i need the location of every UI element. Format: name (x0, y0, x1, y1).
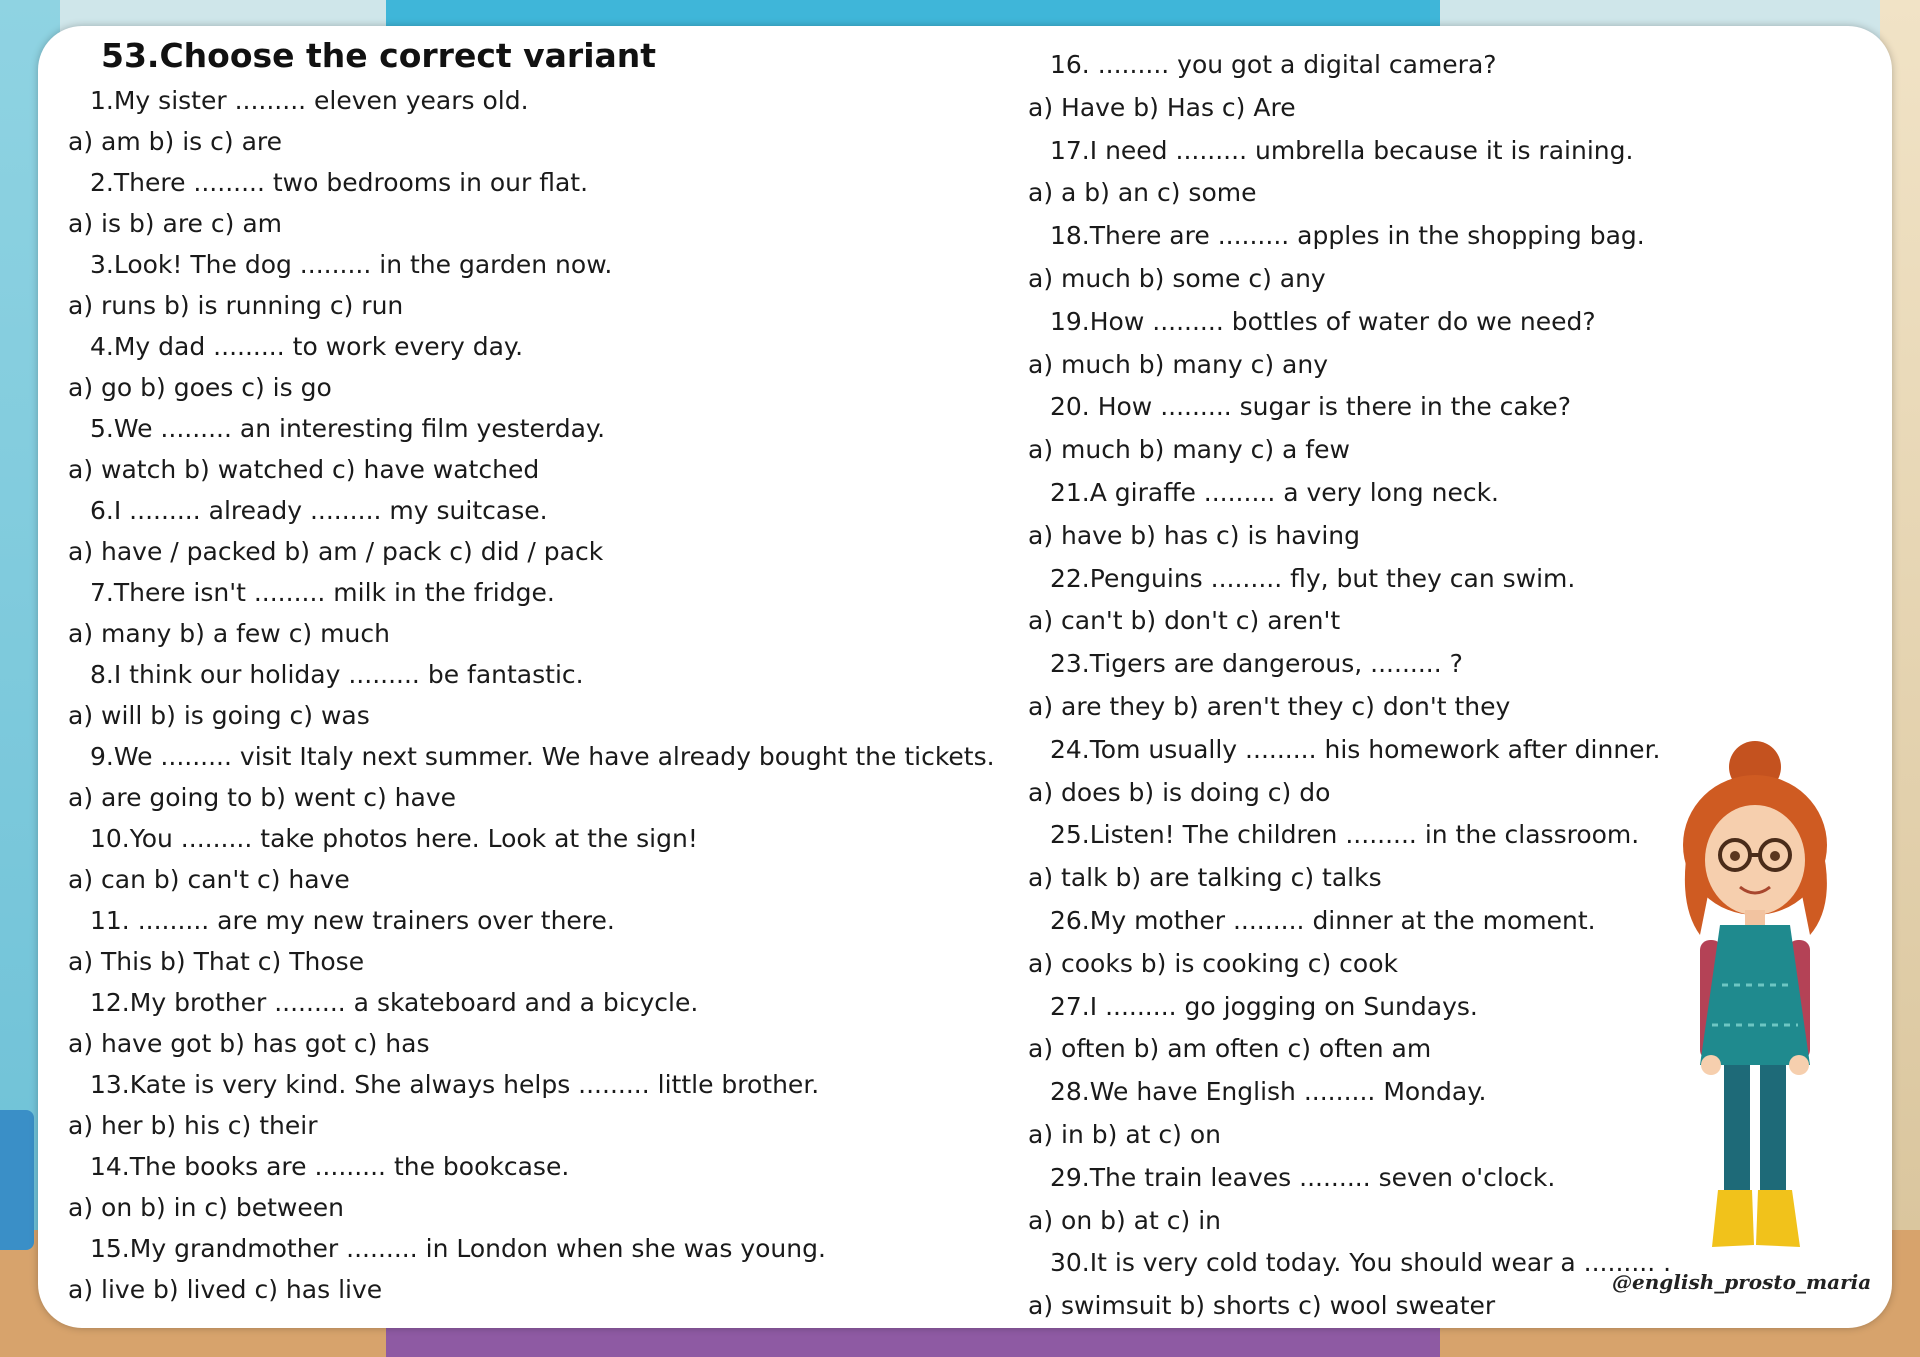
question-item (68, 654, 995, 736)
question-item (68, 408, 995, 490)
question-text: 20. How ......... sugar is there in the cake? (1050, 392, 1571, 422)
question-item (68, 900, 995, 982)
answer-options: a) have b) has c) is having (1028, 520, 1360, 550)
answer-options: a) in b) at c) on (1028, 1119, 1221, 1149)
question-item (1028, 643, 1671, 729)
answer-options: a) are they b) aren't they c) don't they (1028, 691, 1511, 721)
question-text: 30.It is very cold today. You should wear a ......... . (1050, 1248, 1672, 1278)
answer-options: a) have got b) has got c) has (68, 1029, 430, 1058)
question-item (68, 1146, 995, 1228)
answer-options: a) does b) is doing c) do (1028, 777, 1331, 807)
question-text: 9.We ......... visit Italy next summer. We have already bought the tickets. (90, 742, 995, 771)
question-text: 6.I ......... already ......... my suitcase. (90, 496, 548, 525)
question-text: 24.Tom usually ......... his homework after dinner. (1050, 734, 1661, 764)
question-text: 12.My brother ......... a skateboard and a bicycle. (90, 988, 699, 1017)
question-item (1028, 814, 1671, 900)
answer-options: a) cooks b) is cooking c) cook (1028, 948, 1398, 978)
answer-options: a) often b) am often c) often am (1028, 1034, 1432, 1064)
question-text: 10.You ......... take photos here. Look at the sign! (90, 824, 698, 853)
answer-options: a) talk b) are talking c) talks (1028, 863, 1382, 893)
watermark-credit: @english_prosto_maria (1612, 1270, 1872, 1294)
answer-options: a) her b) his c) their (68, 1111, 318, 1140)
answer-options: a) can't b) don't c) aren't (1028, 606, 1341, 636)
answer-options: a) This b) That c) Those (68, 947, 365, 976)
answer-options: a) am b) is c) are (68, 127, 283, 156)
question-text: 7.There isn't ......... milk in the fridge. (90, 578, 555, 607)
question-item (1028, 1071, 1671, 1157)
question-item (68, 162, 995, 244)
answer-options: a) much b) many c) any (1028, 349, 1328, 379)
answer-options: a) swimsuit b) shorts c) wool sweater (1028, 1291, 1496, 1321)
question-item (68, 736, 995, 818)
question-item (68, 326, 995, 408)
question-item (1028, 729, 1671, 815)
answer-options: a) Have b) Has c) Are (1028, 92, 1296, 122)
question-text: 1.My sister ......... eleven years old. (90, 86, 529, 115)
question-item (68, 572, 995, 654)
question-item (68, 1064, 995, 1146)
worksheet-title: 53.Choose the correct variant (101, 36, 657, 75)
answer-options: a) can b) can't c) have (68, 865, 350, 894)
answer-options: a) go b) goes c) is go (68, 373, 332, 402)
question-text: 22.Penguins ......... fly, but they can swim. (1050, 563, 1576, 593)
answer-options: a) a b) an c) some (1028, 178, 1257, 208)
question-item (1028, 1242, 1671, 1328)
question-text: 29.The train leaves ......... seven o'clock. (1050, 1162, 1556, 1192)
question-text: 4.My dad ......... to work every day. (90, 332, 524, 361)
question-text: 21.A giraffe ......... a very long neck. (1050, 477, 1499, 507)
question-item (1028, 986, 1671, 1072)
question-text: 16. ......... you got a digital camera? (1050, 50, 1497, 79)
question-text: 26.My mother ......... dinner at the moment. (1050, 905, 1596, 935)
question-item (68, 490, 995, 572)
right-question-column (1028, 44, 1671, 1328)
question-text: 17.I need ......... umbrella because it is raining. (1050, 135, 1634, 165)
question-text: 3.Look! The dog ......... in the garden now. (90, 250, 613, 279)
answer-options: a) runs b) is running c) run (68, 291, 404, 320)
question-item (1028, 386, 1671, 472)
question-item (68, 244, 995, 326)
question-text: 13.Kate is very kind. She always helps ......... little brother. (90, 1070, 820, 1099)
answer-options: a) will b) is going c) was (68, 701, 370, 730)
answer-options: a) is b) are c) am (68, 209, 283, 238)
answer-options: a) much b) many c) a few (1028, 435, 1350, 465)
question-item (1028, 1157, 1671, 1243)
question-text: 23.Tigers are dangerous, ......... ? (1050, 649, 1463, 679)
answer-options: a) have / packed b) am / pack c) did / pack (68, 537, 604, 566)
answer-options: a) live b) lived c) has live (68, 1275, 383, 1304)
question-text: 19.How ......... bottles of water do we need? (1050, 306, 1596, 336)
question-text: 8.I think our holiday ......... be fantastic. (90, 660, 584, 689)
question-text: 5.We ......... an interesting film yesterday. (90, 414, 606, 443)
question-item (1028, 900, 1671, 986)
background-band-bottom (386, 1325, 1440, 1357)
question-item (1028, 44, 1671, 130)
answer-options: a) are going to b) went c) have (68, 783, 456, 812)
question-item (1028, 130, 1671, 216)
question-text: 18.There are ......... apples in the shopping bag. (1050, 221, 1645, 251)
question-text: 27.I ......... go jogging on Sundays. (1050, 991, 1478, 1021)
question-item (1028, 215, 1671, 301)
question-text: 25.Listen! The children ......... in the classroom. (1050, 820, 1640, 850)
question-item (1028, 301, 1671, 387)
question-text: 2.There ......... two bedrooms in our flat. (90, 168, 589, 197)
question-item (68, 1228, 995, 1310)
question-text: 11. ......... are my new trainers over there. (90, 906, 615, 935)
question-text: 14.The books are ......... the bookcase. (90, 1152, 570, 1181)
worksheet (38, 26, 1892, 1328)
girl-illustration (1660, 735, 1850, 1275)
pencil-cup-illustration (0, 1110, 34, 1250)
answer-options: a) many b) a few c) much (68, 619, 390, 648)
left-question-column (68, 80, 995, 1310)
question-item (1028, 558, 1671, 644)
answer-options: a) much b) some c) any (1028, 263, 1326, 293)
question-text: 15.My grandmother ......... in London when she was young. (90, 1234, 826, 1263)
answer-options: a) watch b) watched c) have watched (68, 455, 540, 484)
question-item (1028, 472, 1671, 558)
question-item (68, 80, 995, 162)
question-item (68, 982, 995, 1064)
answer-options: a) on b) in c) between (68, 1193, 344, 1222)
answer-options: a) on b) at c) in (1028, 1205, 1221, 1235)
question-text: 28.We have English ......... Monday. (1050, 1077, 1487, 1107)
question-item (68, 818, 995, 900)
